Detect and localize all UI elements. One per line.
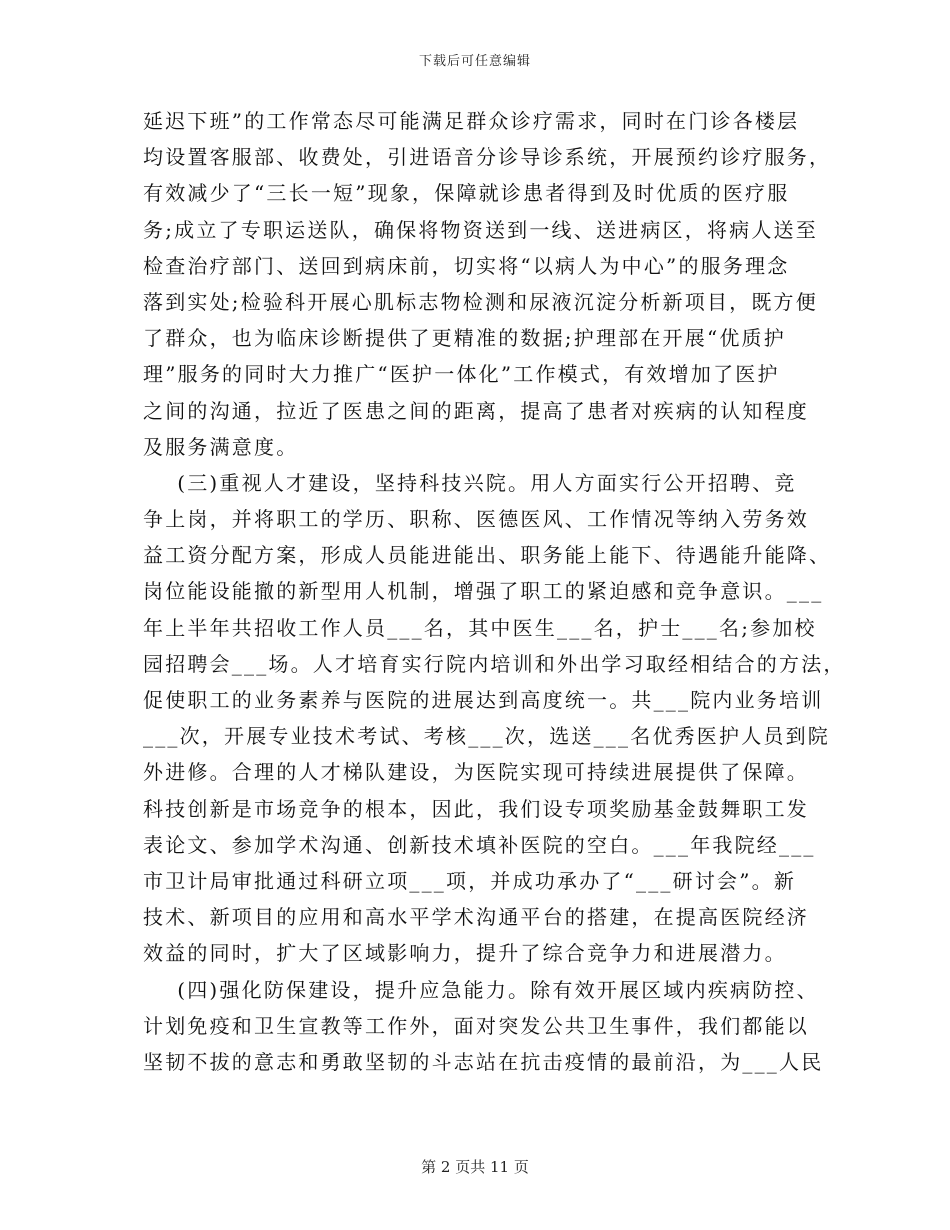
text-line: 技术、新项目的应用和高水平学术沟通平台的搭建，在提高医院经济 xyxy=(143,905,809,930)
text-line: 效益的同时，扩大了区域影响力，提升了综合竞争力和进展潜力。 xyxy=(143,941,787,966)
text-line: 科技创新是市场竞争的根本，因此，我们设专项奖励基金鼓舞职工发 xyxy=(143,796,809,821)
text-line: 岗位能设能撤的新型用人机制，增强了职工的紧迫感和竞争意识。___ xyxy=(143,579,824,604)
text-line: 表论文、参加学术沟通、创新技术填补医院的空白。___年我院经___ xyxy=(143,832,816,857)
text-line: 益工资分配方案，形成人员能进能出、职务能上能下、待遇能升能降、 xyxy=(143,543,832,568)
text-line: 争上岗，并将职工的学历、职称、医德医风、工作情况等纳入劳务效 xyxy=(143,507,809,532)
text-line: (三)重视人才建设，坚持科技兴院。用人方面实行公开招聘、竞 xyxy=(143,470,797,495)
text-line: (四)强化防保建设，提升应急能力。除有效开展区域内疾病防控、 xyxy=(143,977,819,1002)
text-line: 延迟下班”的工作常态尽可能满足群众诊疗需求，同时在门诊各楼层 xyxy=(143,109,800,133)
text-line: 理”服务的同时大力推广“医护一体化”工作模式，有效增加了医护 xyxy=(143,362,780,387)
text-line: 之间的沟通，拉近了医患之间的距离，提高了患者对疾病的认知程度 xyxy=(143,398,809,423)
page-header: 下载后可任意编辑 xyxy=(418,54,531,69)
text-line: 检查治疗部门、送回到病床前，切实将“以病人为中心”的服务理念 xyxy=(143,253,790,278)
text-line: 坚韧不拔的意志和勇敢坚韧的斗志站在抗击疫情的最前沿，为___人民 xyxy=(143,1049,824,1074)
text-line: 均设置客服部、收费处，引进语音分诊导诊系统，开展预约诊疗服务， xyxy=(143,145,832,170)
text-line: 计划免疫和卫生宣教等工作外，面对突发公共卫生事件，我们都能以 xyxy=(143,1013,809,1038)
text-line: 外进修。合理的人才梯队建设，为医院实现可持续进展提供了保障。 xyxy=(143,760,809,785)
text-line: ___次，开展专业技术考试、考核___次，选送___名优秀医护人员到院 xyxy=(143,724,830,749)
document-body xyxy=(143,103,846,1080)
text-line: 促使职工的业务素养与医院的进展达到高度统一。共___院内业务培训 xyxy=(143,688,824,712)
text-line: 年上半年共招收工作人员___名，其中医生___名，护士___名;参加校 xyxy=(143,615,817,640)
text-line: 市卫计局审批通过科研立项___项，并成功承办了“___研讨会”。新 xyxy=(143,868,797,893)
text-line: 园招聘会___场。人才培育实行院内培训和外出学习取经相结合的方法， xyxy=(143,651,846,676)
text-line: 及服务满意度。 xyxy=(143,434,299,459)
text-line: 有效减少了“三长一短”现象，保障就诊患者得到及时优质的医疗服 xyxy=(143,181,790,206)
text-line: 了群众，也为临床诊断提供了更精准的数据;护理部在开展“优质护 xyxy=(143,326,786,351)
page-number-footer: 第 2 页共 11 页 xyxy=(421,1158,529,1176)
text-line: 务;成立了专职运送队，确保将物资送到一线、送进病区，将病人送至 xyxy=(143,217,818,242)
text-line: 落到实处;检验科开展心肌标志物检测和尿液沉淀分析新项目，既方便 xyxy=(143,289,818,314)
